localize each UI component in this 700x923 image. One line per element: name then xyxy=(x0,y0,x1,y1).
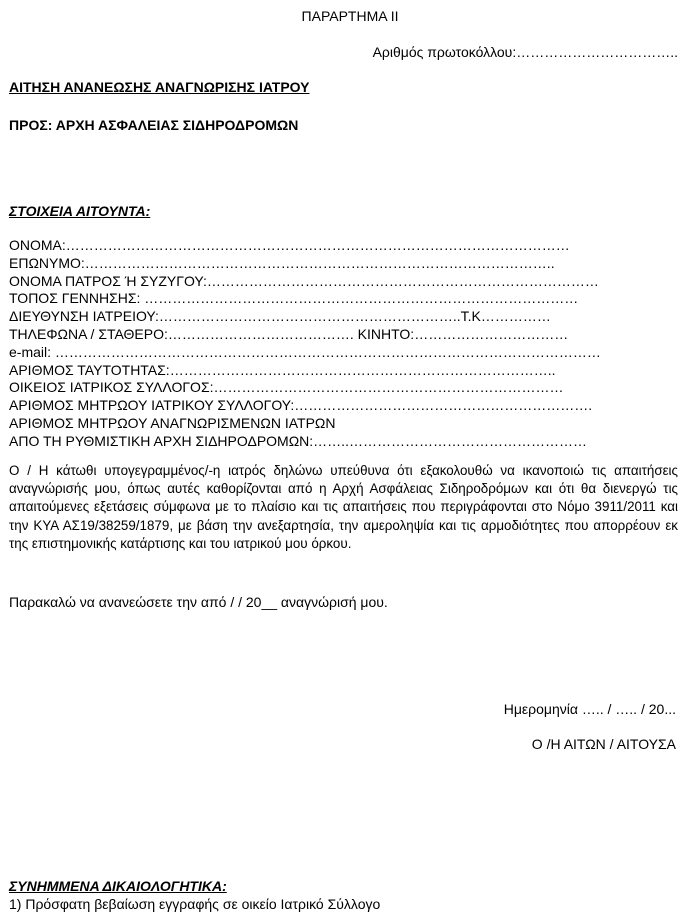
attachments-heading: ΣΥΝΗΜΜΕΝΑ ΔΙΚΑΙΟΛΟΓΗΤΙΚΑ: xyxy=(9,878,227,894)
annex-label: ΠΑΡΑΡΤΗΜΑ ΙΙ xyxy=(301,8,399,24)
field-first-name: ΟΝΟΜΑ:……………………………………………………………………………………………… xyxy=(9,237,570,253)
field-office-address: ΔΙΕΥΘΥΝΣΗ ΙΑΤΡΕΙΟΥ:………………………………………………………..Τ.Κ…………… xyxy=(9,308,551,325)
signature-label: Ο /Η ΑΙΤΩΝ / ΑΙΤΟΥΣΑ xyxy=(531,736,676,752)
renewal-request-line: Παρακαλώ να ανανεώσετε την από / / 20__ αναγνώρισή μου. xyxy=(9,594,388,610)
field-last-name: ΕΠΩΝΥΜΟ:……………………………………………………………………………………….. xyxy=(9,254,555,271)
field-father-or-spouse-name: ΟΝΟΜΑ ΠΑΤΡΟΣ Ή ΣΥΖΥΓΟΥ:………………………………………………………………………… xyxy=(9,272,599,289)
attachment-item: 1) Πρόσφατη βεβαίωση εγγραφής σε οικείο Ιατρικό Σύλλογο xyxy=(9,896,381,912)
declaration-paragraph: Ο / Η κάτωθι υπογεγραμμένος/-η ιατρός δηλώνω υπεύθυνα ότι εξακολουθώ να ικανοποιώ τις απαιτήσεις αναγνώρισής μου, όπως αυτές καθορίζονται από η Αρχή Ασφάλειας Σιδηροδρόμων και ότι θα διενεργώ τις απαιτούμενες εξετάσεις σύμφωνα με το πλαίσιο και τις απαιτήσεις που περιγράφονται στο Νόμο 3911/2011 και την ΚΥΑ ΑΣ19/38259/1879, με βάση την ανεξαρτησία, την αμεροληψία και τις αρμοδιότητες που απορρέουν εκ της επιστημονικής κατάρτισης και του ιατρικού μου όρκου. xyxy=(9,463,678,551)
field-birthplace: ΤΟΠΟΣ ΓΕΝΝΗΣΗΣ: ………………………………………………………………………………… xyxy=(9,290,579,307)
recipient-line: ΠΡΟΣ: ΑΡΧΗ ΑΣΦΑΛΕΙΑΣ ΣΙΔΗΡΟΔΡΟΜΩΝ xyxy=(9,117,299,133)
field-phones: ΤΗΛΕΦΩΝΑ / ΣΤΑΘΕΡΟ:…………………………………. ΚΙΝΗΤΟ:…………………………… xyxy=(9,325,569,342)
applicant-fields xyxy=(9,237,689,451)
document-title: ΑΙΤΗΣΗ ΑΝΑΝΕΩΣΗΣ ΑΝΑΓΝΩΡΙΣΗΣ ΙΑΤΡΟΥ xyxy=(9,79,310,95)
field-rail-authority-registry: ΑΠΟ ΤΗ ΡΥΘΜΙΣΤΙΚΗ ΑΡΧΗ ΣΙΔΗΡΟΔΡΟΜΩΝ:……..…………………………………………… xyxy=(9,432,587,449)
field-medical-association: ΟΙΚΕΙΟΣ ΙΑΤΡΙΚΟΣ ΣΥΛΛΟΓΟΣ:………………………………………………………………… xyxy=(9,379,564,396)
applicant-section-heading: ΣΤΟΙΧΕΙΑ ΑΙΤΟΥΝΤΑ: xyxy=(9,203,151,219)
date-line: Ημερομηνία ….. / ….. / 20... xyxy=(503,701,676,717)
field-recognized-doctors-registry: ΑΡΙΘΜΟΣ ΜΗΤΡΩΟΥ ΑΝΑΓΝΩΡΙΣΜΕΝΩΝ ΙΑΤΡΩΝ xyxy=(9,414,336,431)
field-email: e-mail: ……………………………………………………………………………………………………… xyxy=(9,343,601,360)
field-id-number: ΑΡΙΘΜΟΣ ΤΑΥΤΟΤΗΤΑΣ:……………………………………………………………………….. xyxy=(9,361,556,378)
protocol-number-line: Αριθμός πρωτοκόλλου:…………………………….. xyxy=(372,44,678,60)
field-association-registry-number: ΑΡΙΘΜΟΣ ΜΗΤΡΩΟΥ ΙΑΤΡΙΚΟΥ ΣΥΛΛΟΓΟΥ:………………………………………………………. xyxy=(9,397,593,414)
